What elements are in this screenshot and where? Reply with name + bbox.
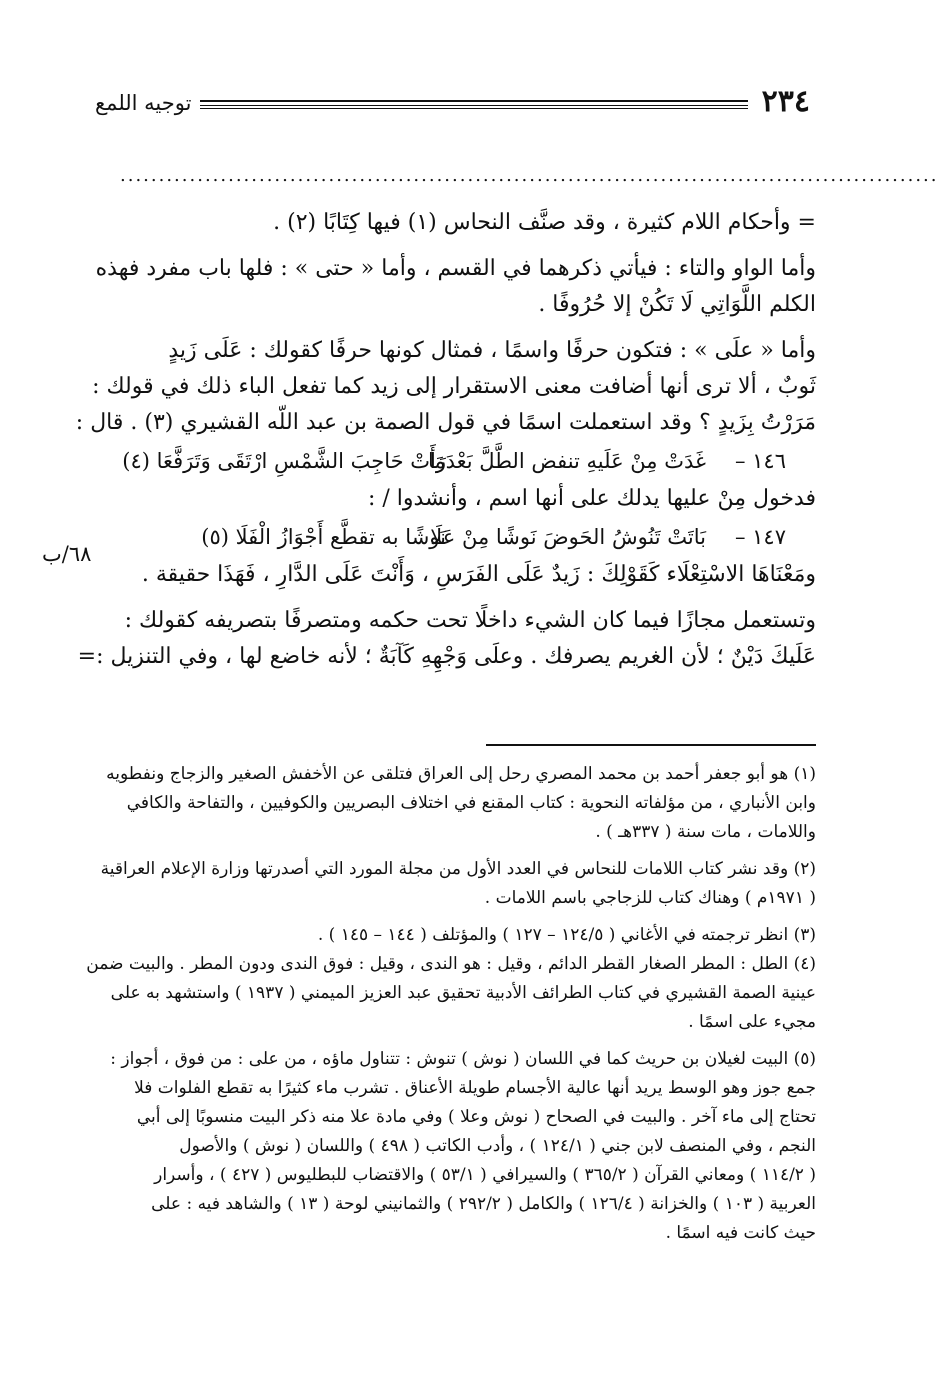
footnote-line: حيث كانت فيه اسمًا .: [665, 1223, 816, 1243]
main-text: [75, 205, 816, 675]
verse-number: ١٤٧ –: [734, 525, 786, 549]
footnotes: [86, 760, 816, 1248]
footnote-line: (٥) البيت لغيلان بن حريث كما في اللسان ( نوش ) تنوش : تتناول ماؤه ، من على : من فوق ، أجواز :: [110, 1049, 816, 1069]
text-line: ثَوبٌ ، ألا ترى أنها أضافت معنى الاستقرار إلى زيد كما تفعل الباء ذلك في قولك :: [92, 374, 816, 399]
text-line: فدخول مِنْ عليها يدلك على أنها اسم ، وأنشدوا / :: [368, 486, 816, 511]
footnote-line: (٣) انظر ترجمته في الأغاني ( ١٢٤/٥ – ١٢٧ ) والمؤتلف ( ١٤٤ – ١٤٥ ) .: [317, 925, 816, 945]
page-header: [95, 84, 810, 124]
text-line: مَرَرْتُ بِزَيدٍ ؟ وقد استعملت اسمًا في قول الصمة بن عبد اللّه القشيري (٣) . قال :: [75, 410, 816, 435]
verse-hemistich-first: غَدَتْ مِنْ عَلَيهِ تنفض الطَّلَّ بَعْدَمَا: [427, 449, 706, 473]
text-line: = وأحكام اللام كثيرة ، وقد صنَّف النحاس (١) فيها كِتَابًا (٢) .: [273, 210, 816, 235]
footnote-line: واللامات ، مات سنة ( ٣٣٧هـ ) .: [595, 822, 816, 842]
text-line: ومَعْنَاهَا الاسْتِعْلَاء كَقَوْلِكَ : زَيدٌ عَلَى الفَرَسِ ، وَأَنْتَ عَلَى الدَّارِ ، فَهَذَا حقيقة .: [141, 562, 816, 587]
page-number: ٢٣٤: [761, 84, 810, 119]
footnote-line: وابن الأنباري ، من مؤلفاته النحوية : كتاب المقنع في اختلاف البصريين والكوفيين ، والتفاحة والكافي: [126, 793, 816, 813]
manuscript-folio-note: ٦٨/ب: [42, 542, 92, 566]
footnote-line: النجم ، وفي المنصف لابن جني ( ١٢٤/١ ) ، وأدب الكاتب ( ٤٩٨ ) واللسان ( نوش ) والأصول: [179, 1136, 816, 1156]
text-line: الكلم اللَّوَاتِي لَا تَكُنْ إلا حُرُوفًا .: [538, 292, 816, 317]
footnote-line: مجيء على اسمًا .: [688, 1012, 816, 1032]
footnote-line: ( ١١٤/٢ ) ومعاني القرآن ( ٣٦٥/٢ ) والسيرافي ( ٥٣/١ ) والاقتضاب للبطليوس ( ٤٢٧ ) ، وأسرار: [154, 1165, 816, 1185]
footnote-line: عينية الصمة القشيري في كتاب الطرائف الأدبية تحقيق عبد العزيز الميمني ( ١٩٣٧ ) واستشهد به على: [110, 983, 816, 1003]
text-line: وأما الواو والتاء : فيأتي ذكرهما في القسم ، وأما « حتى » : فلها باب مفرد فهذه: [95, 256, 816, 281]
text-line: وتستعمل مجازًا فيما كان الشيء داخلًا تحت حكمه ومتصرفًا بتصريفه كقولك :: [124, 608, 816, 633]
book-title: توجيه اللمع: [95, 91, 192, 115]
footnote-line: ( ١٩٧١م ) وهناك كتاب للزجاجي باسم اللامات .: [484, 888, 816, 908]
verse-146: [111, 441, 816, 481]
header-rule-thin: [200, 108, 748, 109]
verse-147: [111, 517, 816, 557]
verse-hemistich-second: رَأَتْ حَاجِبَ الشَّمْسِ ارْتَقَى وَتَرَفَّعَا (٤): [122, 449, 446, 473]
footnote-line: العربية ( ١٠٣ ) والخزانة ( ١٢٦/٤ ) والكامل ( ٢٩٢/٢ ) والثمانيني لوحة ( ١٣ ) والشاهد فيه : على: [151, 1194, 816, 1214]
verse-hemistich-second: نَوشًا به تقطَّع أَجْوَازُ الْفَلَا (٥): [201, 525, 446, 549]
footnote-line: جمع جوز وهو الوسط يريد أنها عالية الأجسام طويلة الأعناق . تشرب ماء كثيرًا به تقطع الفلوات فلا: [134, 1078, 816, 1098]
footnote-line: تحتاج إلى ماء آخر . والبيت في الصحاح ( نوش وعلا ) وفي مادة علا منه ذكر البيت منسوبًا إلى أبي: [136, 1107, 816, 1127]
text-line: وأما « علَى » : فتكون حرفًا واسمًا ، فمثال كونها حرفًا كقولك : عَلَى زَيدٍ: [168, 338, 816, 363]
footnote-line: (٢) وقد نشر كتاب اللامات للنحاس في العدد الأول من مجلة المورد التي أصدرتها وزارة الإعلام العراقية: [100, 859, 816, 879]
verse-hemistich-first: بَاتَتْ تَنُوشُ الحَوضَ نَوشًا مِنْ عَلَا: [430, 525, 706, 549]
dotted-separator: ..........................................................................................................: [120, 165, 939, 186]
text-line: عَلَيكَ دَيْنٌ ؛ لأن الغريم يصرفك . وعلَى وَجْهِهِ كَآبَةٌ ؛ لأنه خاضع لها ، وفي التنزيل :=: [77, 644, 816, 669]
header-rule: [200, 100, 748, 106]
footnote-separator: [486, 744, 816, 746]
footnote-line: (٤) الطل : المطر الصغار القطر الدائم ، وقيل : هو الندى ، وقيل : فوق الندى ودون المطر . والبيت ضمن: [86, 954, 816, 974]
verse-number: ١٤٦ –: [734, 449, 786, 473]
footnote-line: (١) هو أبو جعفر أحمد بن محمد المصري رحل إلى العراق فتلقى عن الأخفش الصغير والزجاج ونفطويه: [106, 764, 816, 784]
